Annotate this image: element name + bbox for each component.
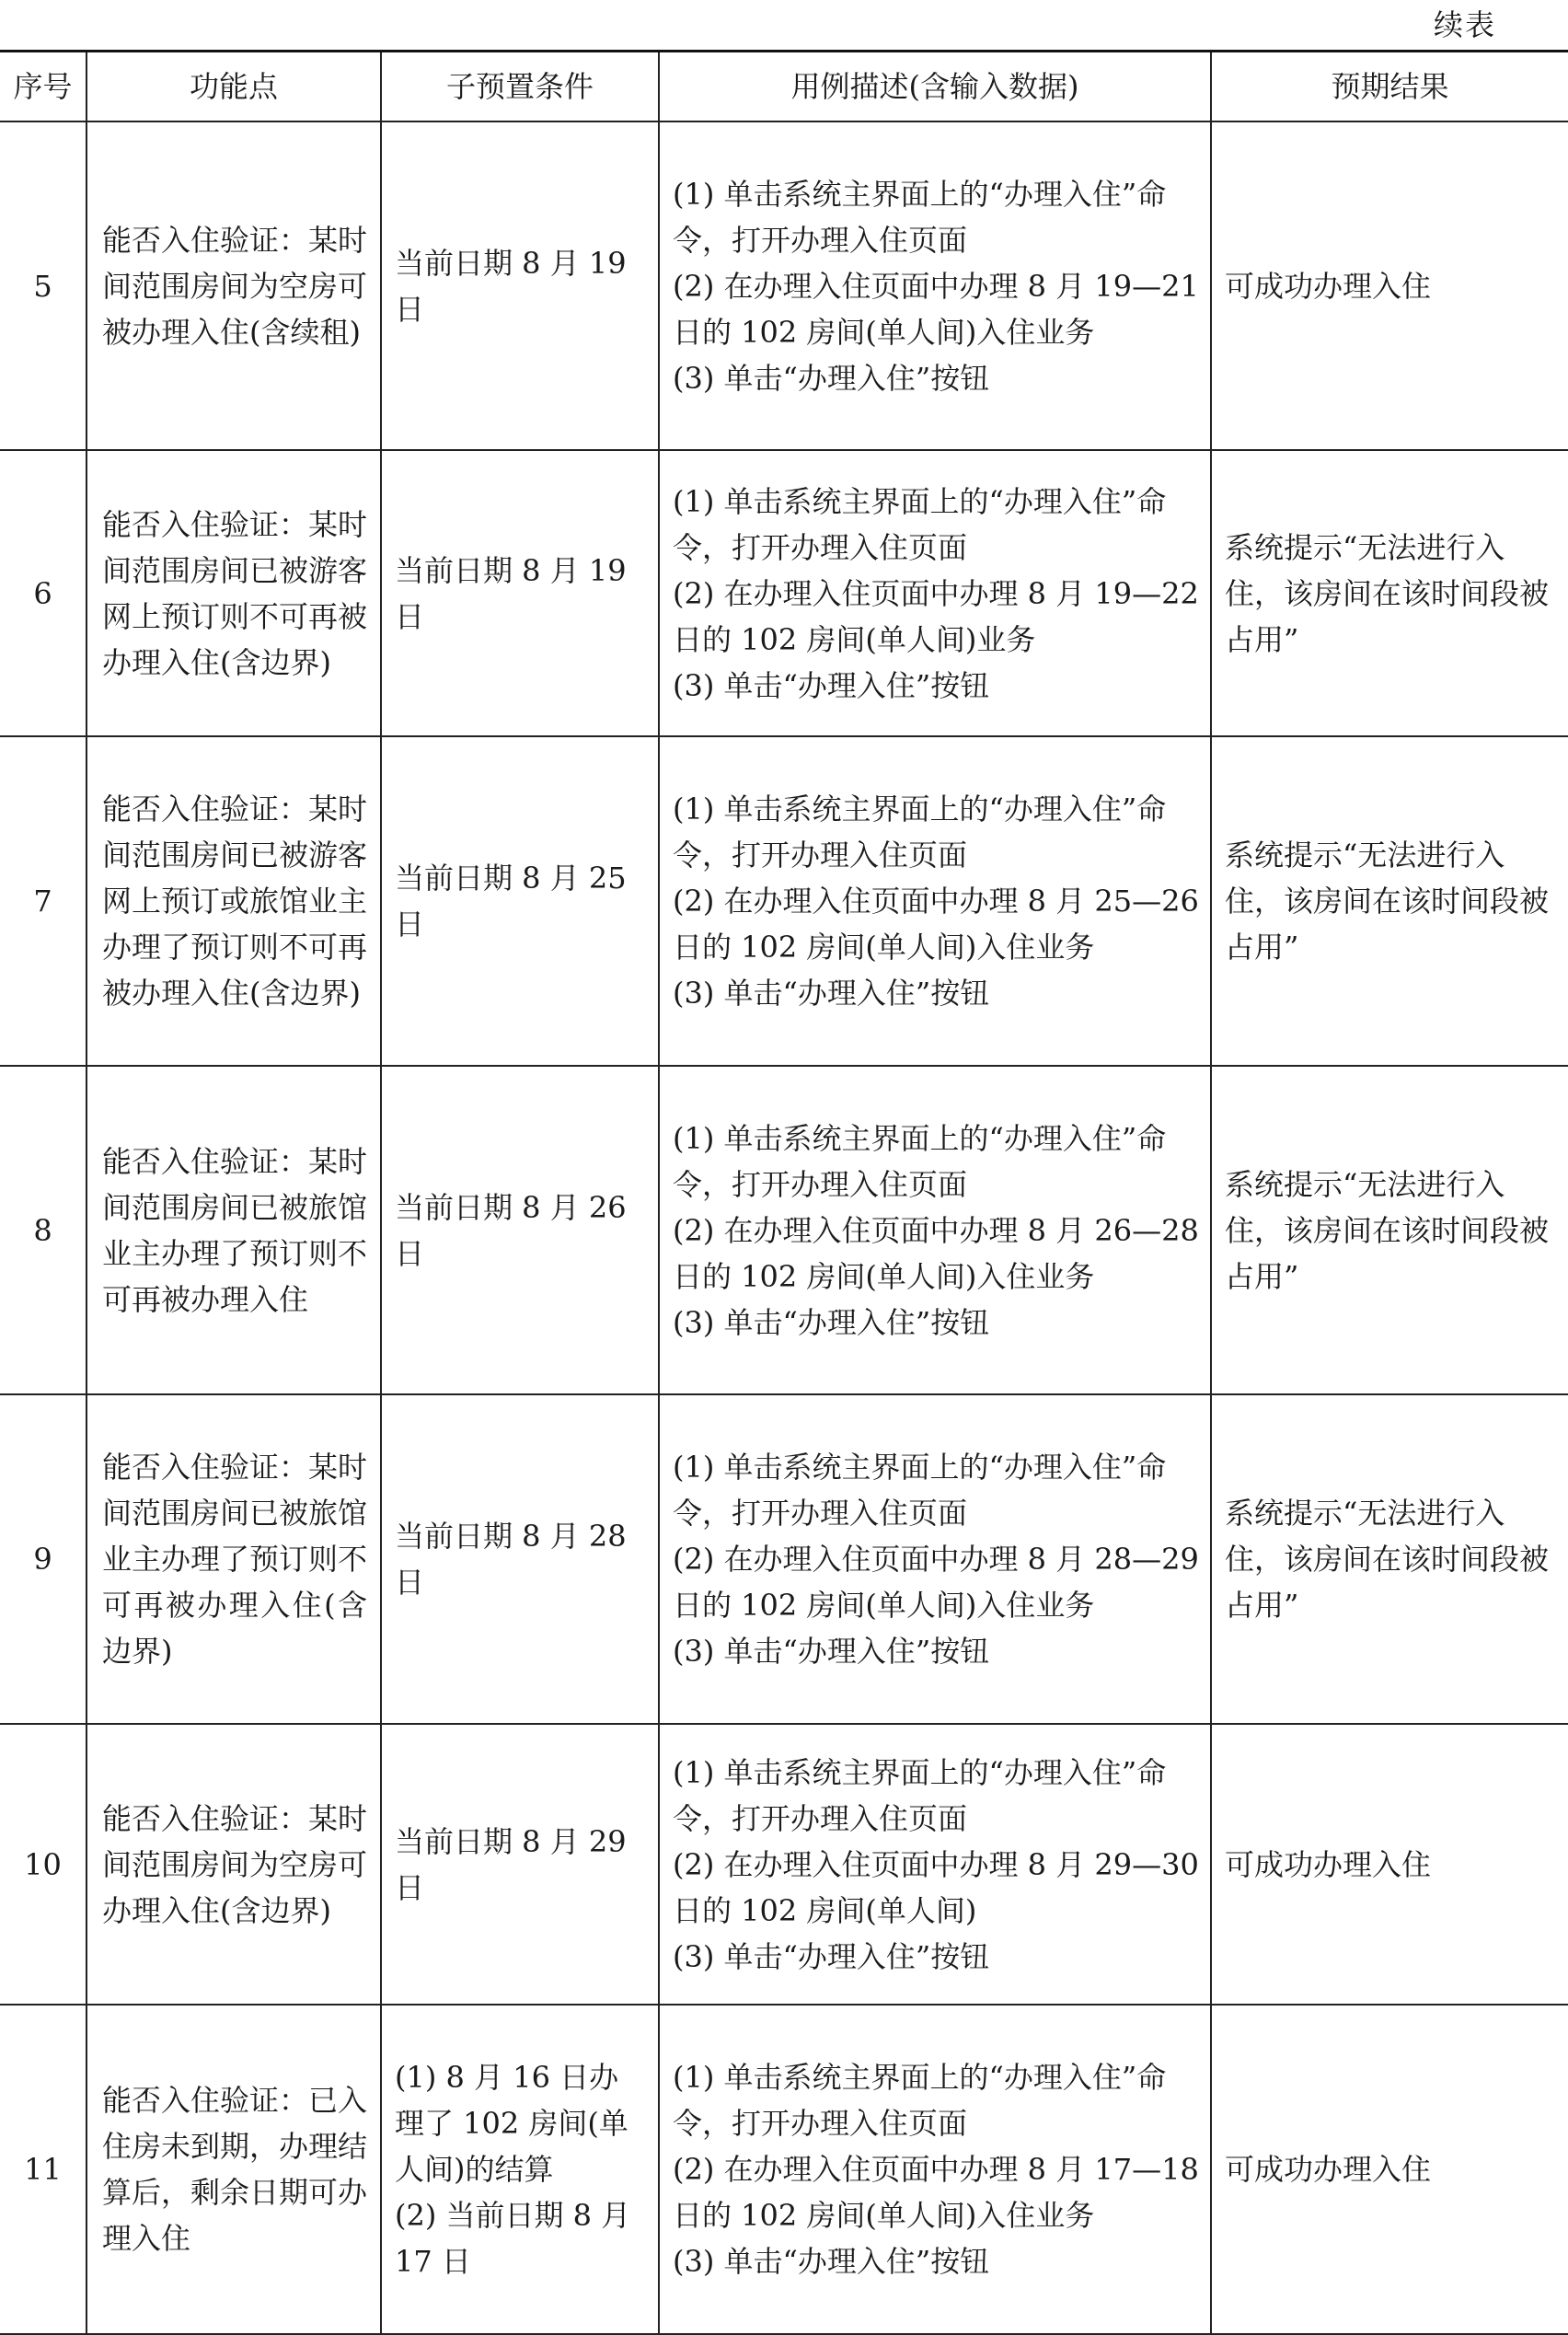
row-number: 5 [0,121,86,450]
expected-cell: 系统提示“无法进行入住，该房间在该时间段被占用” [1211,450,1568,736]
function-cell: 能否入住验证：已入住房未到期，办理结算后，剩余日期可办理入住 [86,2005,381,2334]
expected-cell: 系统提示“无法进行入住，该房间在该时间段被占用” [1211,1394,1568,1724]
header-description: 用例描述(含输入数据) [659,52,1211,122]
precondition-cell [381,450,659,736]
function-cell: 能否入住验证：某时间范围房间为空房可办理入住(含边界) [86,1724,381,2005]
expected-cell: 可成功办理入住 [1211,2005,1568,2334]
step-2: (2) 在办理入住页面中办理 8 月 17—18 日的 102 房间(单人间)入住业务 [673,2152,1199,2233]
description-cell [659,450,1211,736]
header-precondition: 子预置条件 [381,52,659,122]
function-cell: 能否入住验证：某时间范围房间已被游客网上预订则不可再被办理入住(含边界) [86,450,381,736]
precondition-line: 当前日期 8 月 26 日 [395,1189,627,1271]
precondition-cell [381,736,659,1066]
test-case-table [0,50,1568,2335]
precondition-line: 当前日期 8 月 19 日 [395,552,627,634]
step-1: (1) 单击系统主界面上的“办理入住”命令，打开办理入住页面 [673,1450,1167,1531]
description-cell [659,121,1211,450]
step-2: (2) 在办理入住页面中办理 8 月 25—26 日的 102 房间(单人间)入住业务 [673,884,1199,965]
table-row [0,2005,1568,2334]
row-number: 9 [0,1394,86,1724]
row-number: 6 [0,450,86,736]
step-3: (3) 单击“办理入住”按钮 [673,360,990,396]
row-number: 10 [0,1724,86,2005]
step-3: (3) 单击“办理入住”按钮 [673,976,990,1011]
function-cell: 能否入住验证：某时间范围房间已被旅馆业主办理了预订则不可再被办理入住(含边界) [86,1394,381,1724]
table-row [0,1724,1568,2005]
continued-label: 续表 [1433,7,1496,42]
step-3: (3) 单击“办理入住”按钮 [673,1304,990,1340]
header-expected: 预期结果 [1211,52,1568,122]
precondition-line: 当前日期 8 月 25 日 [395,861,627,942]
step-2: (2) 在办理入住页面中办理 8 月 19—21 日的 102 房间(单人间)入住业务 [673,268,1199,350]
step-3: (3) 单击“办理入住”按钮 [673,667,990,703]
step-2: (2) 在办理入住页面中办理 8 月 28—29 日的 102 房间(单人间)入住业务 [673,1542,1199,1623]
description-cell [659,1066,1211,1394]
function-cell: 能否入住验证：某时间范围房间为空房可被办理入住(含续租) [86,121,381,450]
precondition-cell [381,1724,659,2005]
precondition-cell [381,121,659,450]
function-cell: 能否入住验证：某时间范围房间已被旅馆业主办理了预订则不可再被办理入住 [86,1066,381,1394]
row-number: 7 [0,736,86,1066]
step-3: (3) 单击“办理入住”按钮 [673,1938,990,1974]
step-1: (1) 单击系统主界面上的“办理入住”命令，打开办理入住页面 [673,2060,1167,2141]
row-number: 11 [0,2005,86,2334]
step-1: (1) 单击系统主界面上的“办理入住”命令，打开办理入住页面 [673,1120,1167,1202]
precondition-cell [381,1066,659,1394]
step-2: (2) 在办理入住页面中办理 8 月 19—22 日的 102 房间(单人间)业务 [673,575,1199,657]
header-no: 序号 [0,52,86,122]
precondition-line: (1) 8 月 16 日办理了 102 房间(单人间)的结算 [395,2060,628,2187]
precondition-line: 当前日期 8 月 29 日 [395,1823,627,1905]
expected-cell: 可成功办理入住 [1211,1724,1568,2005]
step-1: (1) 单击系统主界面上的“办理入住”命令，打开办理入住页面 [673,483,1167,565]
table-row [0,121,1568,450]
precondition-cell [381,2005,659,2334]
precondition-line: 当前日期 8 月 19 日 [395,245,627,327]
table-row [0,450,1568,736]
step-1: (1) 单击系统主界面上的“办理入住”命令，打开办理入住页面 [673,792,1167,873]
row-number: 8 [0,1066,86,1394]
function-cell: 能否入住验证：某时间范围房间已被游客网上预订或旅馆业主办理了预订则不可再被办理入住(含边界) [86,736,381,1066]
table-row [0,1394,1568,1724]
expected-cell: 系统提示“无法进行入住，该房间在该时间段被占用” [1211,1066,1568,1394]
precondition-cell [381,1394,659,1724]
step-1: (1) 单击系统主界面上的“办理入住”命令，打开办理入住页面 [673,1754,1167,1836]
description-cell [659,2005,1211,2334]
table-row [0,736,1568,1066]
expected-cell: 可成功办理入住 [1211,121,1568,450]
step-2: (2) 在办理入住页面中办理 8 月 26—28 日的 102 房间(单人间)入住业务 [673,1212,1199,1294]
precondition-line: 当前日期 8 月 28 日 [395,1519,627,1600]
table-header-row [0,52,1568,122]
header-function: 功能点 [86,52,381,122]
step-2: (2) 在办理入住页面中办理 8 月 29—30 日的 102 房间(单人间) [673,1846,1199,1928]
step-3: (3) 单击“办理入住”按钮 [673,1634,990,1669]
description-cell [659,1394,1211,1724]
description-cell [659,1724,1211,2005]
step-3: (3) 单击“办理入住”按钮 [673,2244,990,2279]
expected-cell: 系统提示“无法进行入住，该房间在该时间段被占用” [1211,736,1568,1066]
table-row [0,1066,1568,1394]
precondition-line: (2) 当前日期 8 月 17 日 [395,2198,631,2279]
step-1: (1) 单击系统主界面上的“办理入住”命令，打开办理入住页面 [673,176,1167,258]
description-cell [659,736,1211,1066]
